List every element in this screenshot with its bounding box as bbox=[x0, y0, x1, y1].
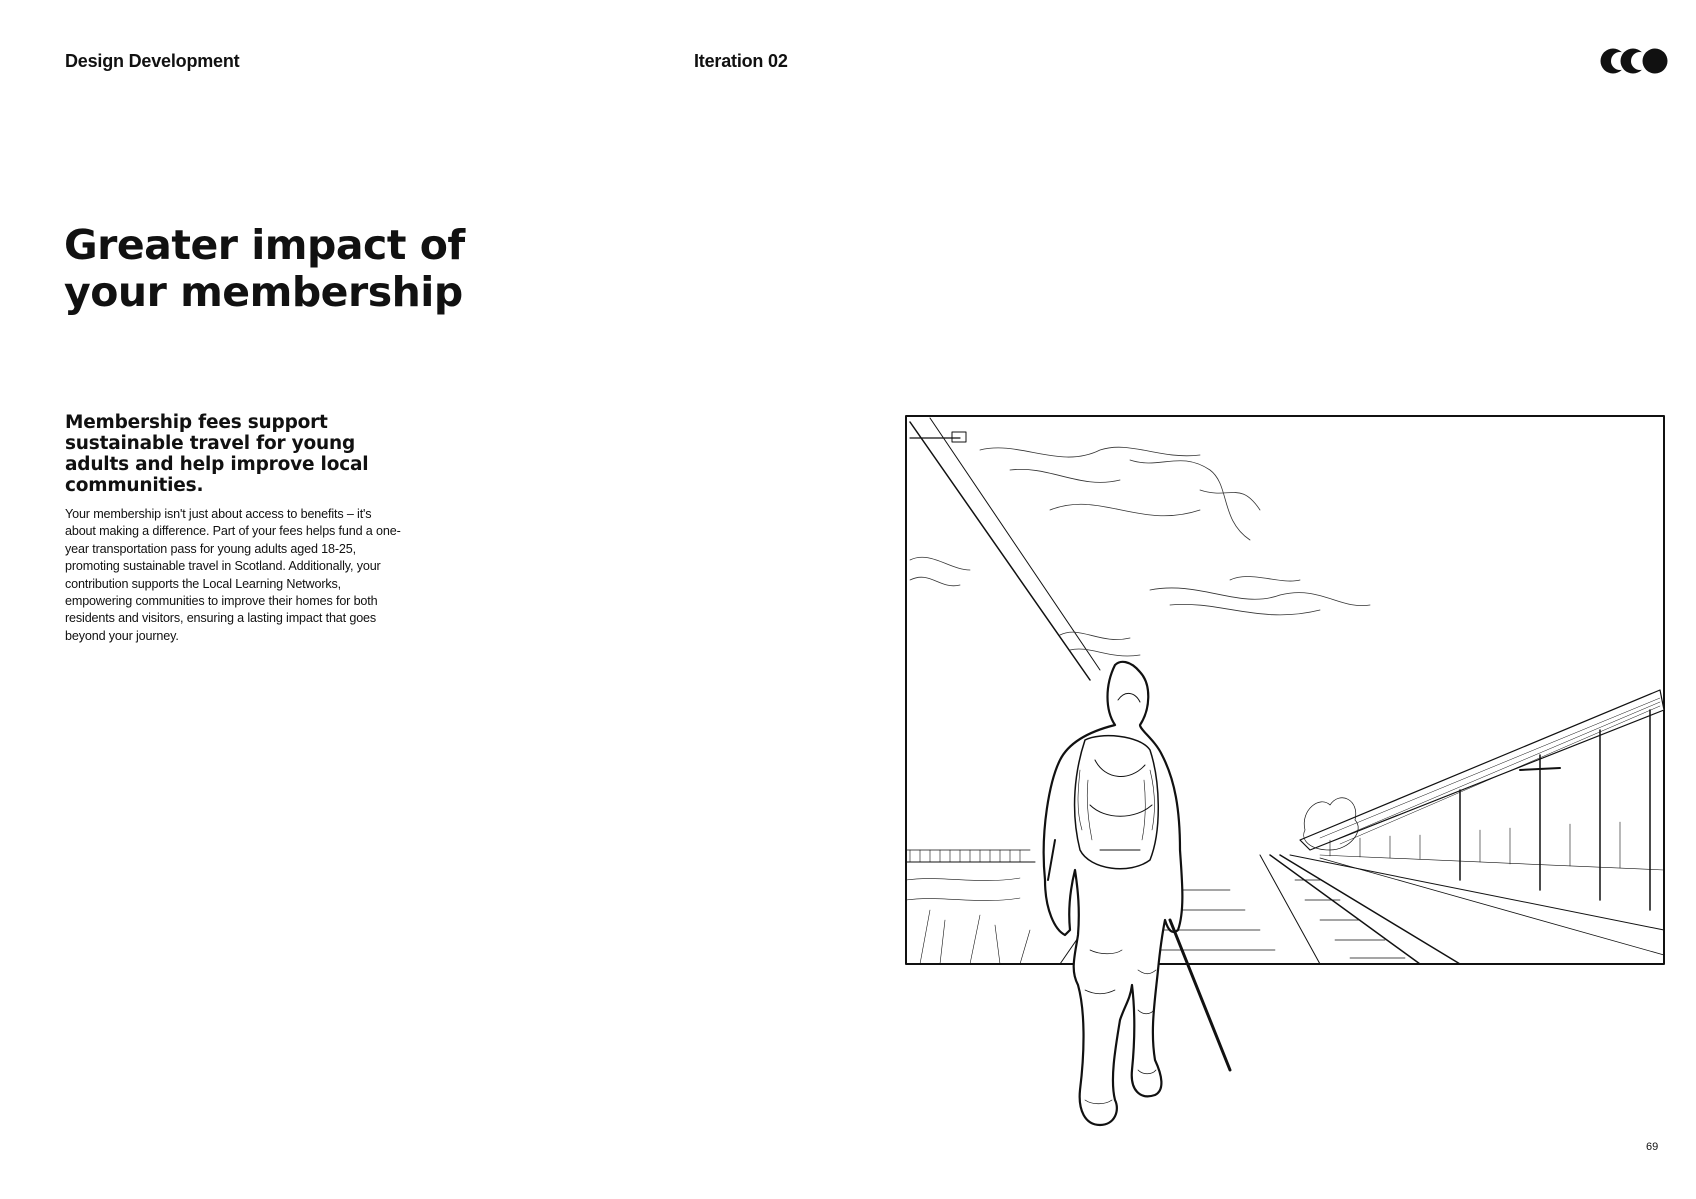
page-number: 69 bbox=[1646, 1141, 1659, 1153]
title-line-2: your membership bbox=[64, 268, 463, 316]
title-line-1: Greater impact of bbox=[64, 221, 465, 269]
page-title bbox=[64, 222, 584, 316]
body-paragraph: Your membership isn't just about access to benefits – it's about making a difference. Part of your fees helps fund a one-year transportation pass for young adults aged 18-25, promoting sustainable travel in Scotland. Additionally, your contribution supports the Local Learning Networks, empowering communities to improve their homes for both residents and visitors, ensuring a lasting impact that goes beyond your journey. bbox=[65, 507, 401, 643]
iteration-label: Iteration 02 bbox=[694, 51, 788, 71]
three-circles-logo-icon bbox=[1600, 46, 1670, 76]
subtitle: Membership fees support sustainable travel for young adults and help improve local communities. bbox=[65, 412, 369, 496]
hiker-railway-illustration-icon bbox=[900, 410, 1670, 1140]
section-label: Design Development bbox=[65, 51, 240, 71]
